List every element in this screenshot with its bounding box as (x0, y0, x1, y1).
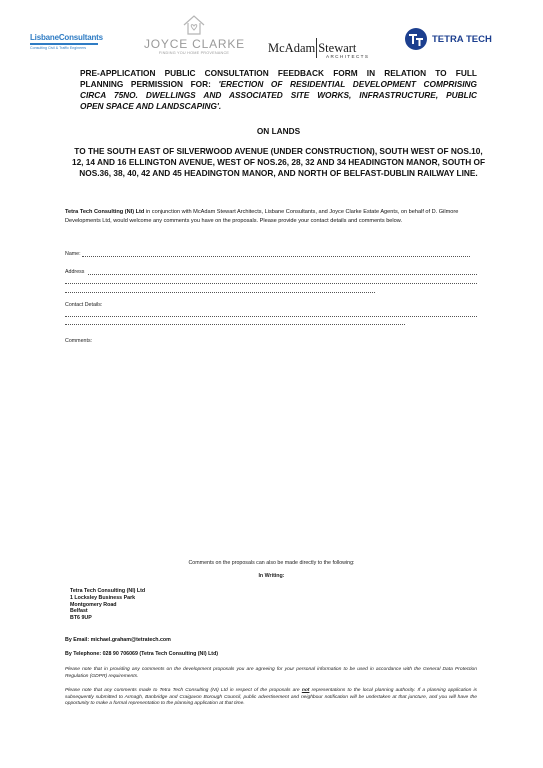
mcadam-logo-right: Stewart (318, 41, 357, 55)
postal-address-line: Tetra Tech Consulting (NI) Ltd (70, 588, 146, 594)
contact-field-line-2[interactable] (65, 324, 405, 325)
title-line-1: PRE-APPLICATION PUBLIC CONSULTATION FEEDBACK FORM IN RELATION TO FULL (80, 68, 477, 78)
phone-contact (65, 651, 218, 657)
intro-company: Tetra Tech Consulting (NI) Ltd (65, 209, 145, 215)
tetra-tech-logo-text: TETRA TECH (432, 33, 492, 45)
joyce-clarke-logo (144, 14, 244, 64)
house-icon (181, 14, 207, 36)
joyce-clarke-logo-text: JOYCE CLARKE (144, 37, 245, 51)
site-address-heading: TO THE SOUTH EAST OF SILVERWOOD AVENUE (UNDER CONSTRUCTION), SOUTH WEST OF NOS.10, 12, 14 AND 16 ELLINGTON AVENUE, WEST OF NOS.26, 28, 32 AND 34 HEADINGTON MANOR, SOUTH OF NOS.36, 38, 40, 42 AND 45 HEADINGTON MANOR, AND NORTH OF BELFAST-DUBLIN RAILWAY LINE. (71, 146, 486, 178)
email-label: By Email: (65, 637, 90, 643)
lisbane-logo-tagline: Consulting Civil & Traffic Engineers (30, 46, 87, 50)
joyce-clarke-logo-tagline: FINDING YOU HOME PROVENANCE (158, 51, 230, 55)
title-line-4-italic: OPEN SPACE AND LANDSCAPING'. (80, 101, 222, 111)
postal-address-line: BT6 9UP (70, 615, 92, 622)
title-line-2-italic: 'ERECTION OF RESIDENTIAL DEVELOPMENT COMPRISING (218, 79, 477, 89)
representation-note-part-2: representations to the local planning authority. If a planning application is subsequently submitted to Armagh, Banbridge and Craigavon Borough Council, public advertisement and neighbour notification will be undertaken at that juncture, and you will have the opportunity to make a formal representation to the planning application at that time. (65, 688, 478, 707)
lisbane-logo-text: LisbaneConsultants (30, 33, 103, 42)
postal-address-line: Belfast (70, 608, 88, 615)
intro-text: in conjunction with McAdam Stewart Architects, Lisbane Consultants, and Joyce Clarke Estate Agents, on behalf of D. Gilmore Developments Ltd, would welcome any comments you have on the proposals. Please provide your contact details and comments below. (65, 209, 459, 224)
address-field-line-1[interactable] (88, 274, 477, 275)
on-lands-heading: ON LANDS (256, 126, 301, 136)
submission-note: Comments on the proposals can also be made directly to the following: (188, 560, 355, 566)
phone-label: By Telephone: (65, 651, 102, 657)
mcadam-stewart-logo (268, 38, 378, 64)
comments-area[interactable] (65, 348, 477, 548)
name-label: Name: (65, 251, 81, 257)
lisbane-logo-rule (30, 43, 98, 45)
gdpr-note: Please note that in providing any comments on the development proposals you are agreeing for your personal information to be used in accordance with the General Data Protection Regulation (GDPR) requirements. (65, 667, 477, 679)
tetra-tech-logo (404, 26, 516, 52)
contact-field-line-1[interactable] (65, 316, 477, 317)
phone-number: 028 90 706069 (Tetra Tech Consulting (NI) Ltd) (102, 651, 219, 657)
representation-note (65, 688, 477, 708)
address-label: Address (65, 269, 85, 275)
mcadam-logo-sub: ARCHITECTS (326, 54, 370, 59)
intro-paragraph (65, 208, 477, 226)
title-line-2-plain: PLANNING PERMISSION FOR: (80, 79, 211, 89)
title-line-4 (80, 101, 477, 112)
title-line-3 (80, 90, 477, 101)
postal-address (70, 588, 145, 622)
name-field[interactable] (82, 256, 470, 257)
email-link[interactable]: michael.graham@tetratech.com (90, 637, 171, 643)
representation-note-part-1: Please note that any comments made to Tetra Tech Consulting (NI) Ltd in respect of the proposals are (65, 688, 302, 693)
in-writing-label: In Writing: (258, 573, 285, 579)
lisbane-logo (30, 33, 103, 63)
form-title (80, 68, 477, 112)
tetra-tech-icon (404, 27, 428, 51)
contact-details-label: Contact Details: (65, 302, 103, 308)
title-line-3-italic: CIRCA 75NO. DWELLINGS AND ASSOCIATED SITE WORKS, INFRASTRUCTURE, PUBLIC (80, 90, 477, 100)
address-field-line-3[interactable] (65, 292, 375, 293)
representation-note-not: not (301, 688, 310, 693)
title-line-2 (80, 79, 477, 90)
postal-address-line: Montgomery Road (70, 601, 117, 608)
address-field-line-2[interactable] (65, 283, 477, 284)
comments-label: Comments: (65, 338, 93, 344)
email-contact (65, 637, 171, 643)
postal-address-line: 1 Locksley Business Park (70, 594, 136, 601)
mcadam-logo-left: McAdam (268, 41, 316, 55)
